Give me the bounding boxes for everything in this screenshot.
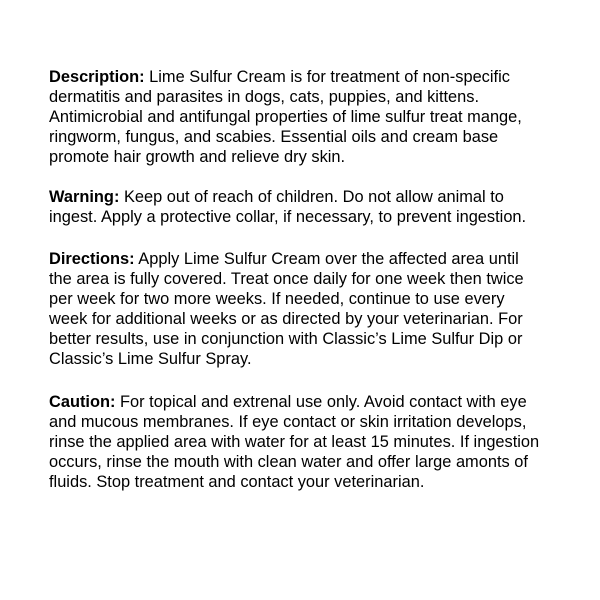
- directions-line-6: Classic’s Lime Sulfur Spray.: [49, 350, 252, 368]
- description-line-1: [49, 67, 589, 87]
- directions-line-5: better results, use in conjunction with Classic’s Lime Sulfur Dip or: [49, 330, 523, 348]
- caution-line-5: fluids. Stop treatment and contact your veterinarian.: [49, 473, 425, 491]
- directions-line-1: [49, 249, 589, 269]
- caution-section: [49, 392, 589, 492]
- directions-section: [49, 249, 589, 369]
- caution-line-4: occurs, rinse the mouth with clean water and offer large amonts of: [49, 453, 528, 471]
- directions-line-2: the area is fully covered. Treat once daily for one week then twice: [49, 270, 524, 288]
- description-text: Lime Sulfur Cream is for treatment of non-specific: [144, 68, 510, 86]
- description-heading: Description:: [49, 68, 145, 86]
- description-line-2: dermatitis and parasites in dogs, cats, puppies, and kittens.: [49, 88, 480, 106]
- caution-text: For topical and extrenal use only. Avoid contact with eye: [115, 393, 527, 411]
- document-body: [49, 67, 589, 492]
- warning-section: [49, 187, 589, 227]
- warning-line-2: ingest. Apply a protective collar, if necessary, to prevent ingestion.: [49, 208, 527, 226]
- caution-line-1: [49, 392, 589, 412]
- description-line-4: ringworm, fungus, and scabies. Essential oils and cream base: [49, 128, 499, 146]
- caution-line-3: rinse the applied area with water for at least 15 minutes. If ingestion: [49, 433, 540, 451]
- description-line-5: promote hair growth and relieve dry skin.: [49, 148, 346, 166]
- directions-heading: Directions:: [49, 250, 135, 268]
- caution-line-2: and mucous membranes. If eye contact or skin irritation develops,: [49, 413, 527, 431]
- description-line-3: Antimicrobial and antifungal properties of lime sulfur treat mange,: [49, 108, 522, 126]
- warning-line-1: [49, 187, 589, 207]
- warning-heading: Warning:: [49, 188, 120, 206]
- description-section: [49, 67, 589, 167]
- warning-text: Keep out of reach of children. Do not allow animal to: [119, 188, 504, 206]
- directions-text: Apply Lime Sulfur Cream over the affected area until: [134, 250, 519, 268]
- directions-line-4: week for additional weeks or as directed by your veterinarian. For: [49, 310, 523, 328]
- caution-heading: Caution:: [49, 393, 116, 411]
- directions-line-3: per week for two more weeks. If needed, continue to use every: [49, 290, 505, 308]
